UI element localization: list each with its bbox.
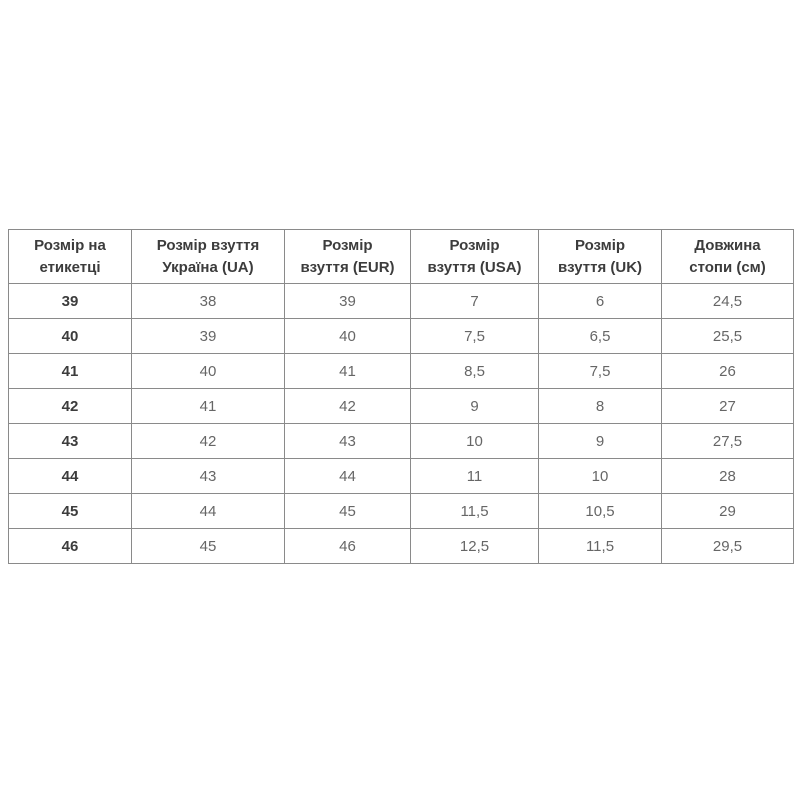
- size-chart-container: [8, 229, 794, 564]
- cell-eur-size: 46: [285, 529, 411, 564]
- cell-label-size: 42: [9, 389, 132, 424]
- column-header-usa-size: [411, 230, 539, 284]
- cell-uk-size: 10: [539, 459, 662, 494]
- table-row: [9, 459, 794, 494]
- cell-eur-size: 39: [285, 284, 411, 319]
- cell-foot-length: 28: [662, 459, 794, 494]
- cell-uk-size: 9: [539, 424, 662, 459]
- cell-uk-size: 6: [539, 284, 662, 319]
- cell-usa-size: 10: [411, 424, 539, 459]
- cell-eur-size: 42: [285, 389, 411, 424]
- table-row: [9, 319, 794, 354]
- cell-foot-length: 29,5: [662, 529, 794, 564]
- cell-usa-size: 8,5: [411, 354, 539, 389]
- cell-ua-size: 42: [132, 424, 285, 459]
- table-row: [9, 354, 794, 389]
- cell-foot-length: 24,5: [662, 284, 794, 319]
- cell-uk-size: 6,5: [539, 319, 662, 354]
- cell-uk-size: 10,5: [539, 494, 662, 529]
- header-line: Довжина: [694, 236, 761, 254]
- shoe-size-conversion-table: [8, 229, 794, 564]
- header-line: Україна (UA): [162, 258, 254, 276]
- cell-foot-length: 27: [662, 389, 794, 424]
- cell-eur-size: 43: [285, 424, 411, 459]
- table-row: [9, 529, 794, 564]
- header-line: взуття (USA): [427, 258, 522, 276]
- table-row: [9, 424, 794, 459]
- header-line: взуття (EUR): [300, 258, 395, 276]
- cell-ua-size: 44: [132, 494, 285, 529]
- cell-eur-size: 40: [285, 319, 411, 354]
- table-row: [9, 389, 794, 424]
- cell-label-size: 44: [9, 459, 132, 494]
- table-row: [9, 494, 794, 529]
- cell-usa-size: 12,5: [411, 529, 539, 564]
- table-body: [9, 284, 794, 564]
- cell-ua-size: 43: [132, 459, 285, 494]
- cell-ua-size: 41: [132, 389, 285, 424]
- cell-uk-size: 7,5: [539, 354, 662, 389]
- header-line: Розмір: [449, 236, 500, 254]
- cell-label-size: 40: [9, 319, 132, 354]
- cell-foot-length: 26: [662, 354, 794, 389]
- cell-label-size: 45: [9, 494, 132, 529]
- header-line: Розмір на: [34, 236, 106, 254]
- header-line: етикетці: [39, 258, 101, 276]
- cell-usa-size: 7,5: [411, 319, 539, 354]
- cell-ua-size: 39: [132, 319, 285, 354]
- cell-foot-length: 25,5: [662, 319, 794, 354]
- column-header-ua-size: [132, 230, 285, 284]
- cell-label-size: 43: [9, 424, 132, 459]
- cell-eur-size: 41: [285, 354, 411, 389]
- cell-usa-size: 11,5: [411, 494, 539, 529]
- cell-ua-size: 38: [132, 284, 285, 319]
- cell-foot-length: 27,5: [662, 424, 794, 459]
- cell-ua-size: 45: [132, 529, 285, 564]
- header-line: Розмір взуття: [156, 236, 260, 254]
- column-header-uk-size: [539, 230, 662, 284]
- cell-usa-size: 9: [411, 389, 539, 424]
- column-header-eur-size: [285, 230, 411, 284]
- cell-label-size: 41: [9, 354, 132, 389]
- cell-label-size: 46: [9, 529, 132, 564]
- header-line: взуття (UK): [557, 258, 643, 276]
- column-header-label-size: [9, 230, 132, 284]
- cell-eur-size: 44: [285, 459, 411, 494]
- cell-ua-size: 40: [132, 354, 285, 389]
- header-line: стопи (см): [689, 258, 766, 276]
- cell-label-size: 39: [9, 284, 132, 319]
- header-line: Розмір: [322, 236, 373, 254]
- header-row: [9, 230, 794, 284]
- cell-usa-size: 7: [411, 284, 539, 319]
- column-header-foot-length: [662, 230, 794, 284]
- cell-uk-size: 11,5: [539, 529, 662, 564]
- cell-foot-length: 29: [662, 494, 794, 529]
- cell-usa-size: 11: [411, 459, 539, 494]
- cell-eur-size: 45: [285, 494, 411, 529]
- cell-uk-size: 8: [539, 389, 662, 424]
- header-line: Розмір: [574, 236, 626, 254]
- table-header: [9, 230, 794, 284]
- table-row: [9, 284, 794, 319]
